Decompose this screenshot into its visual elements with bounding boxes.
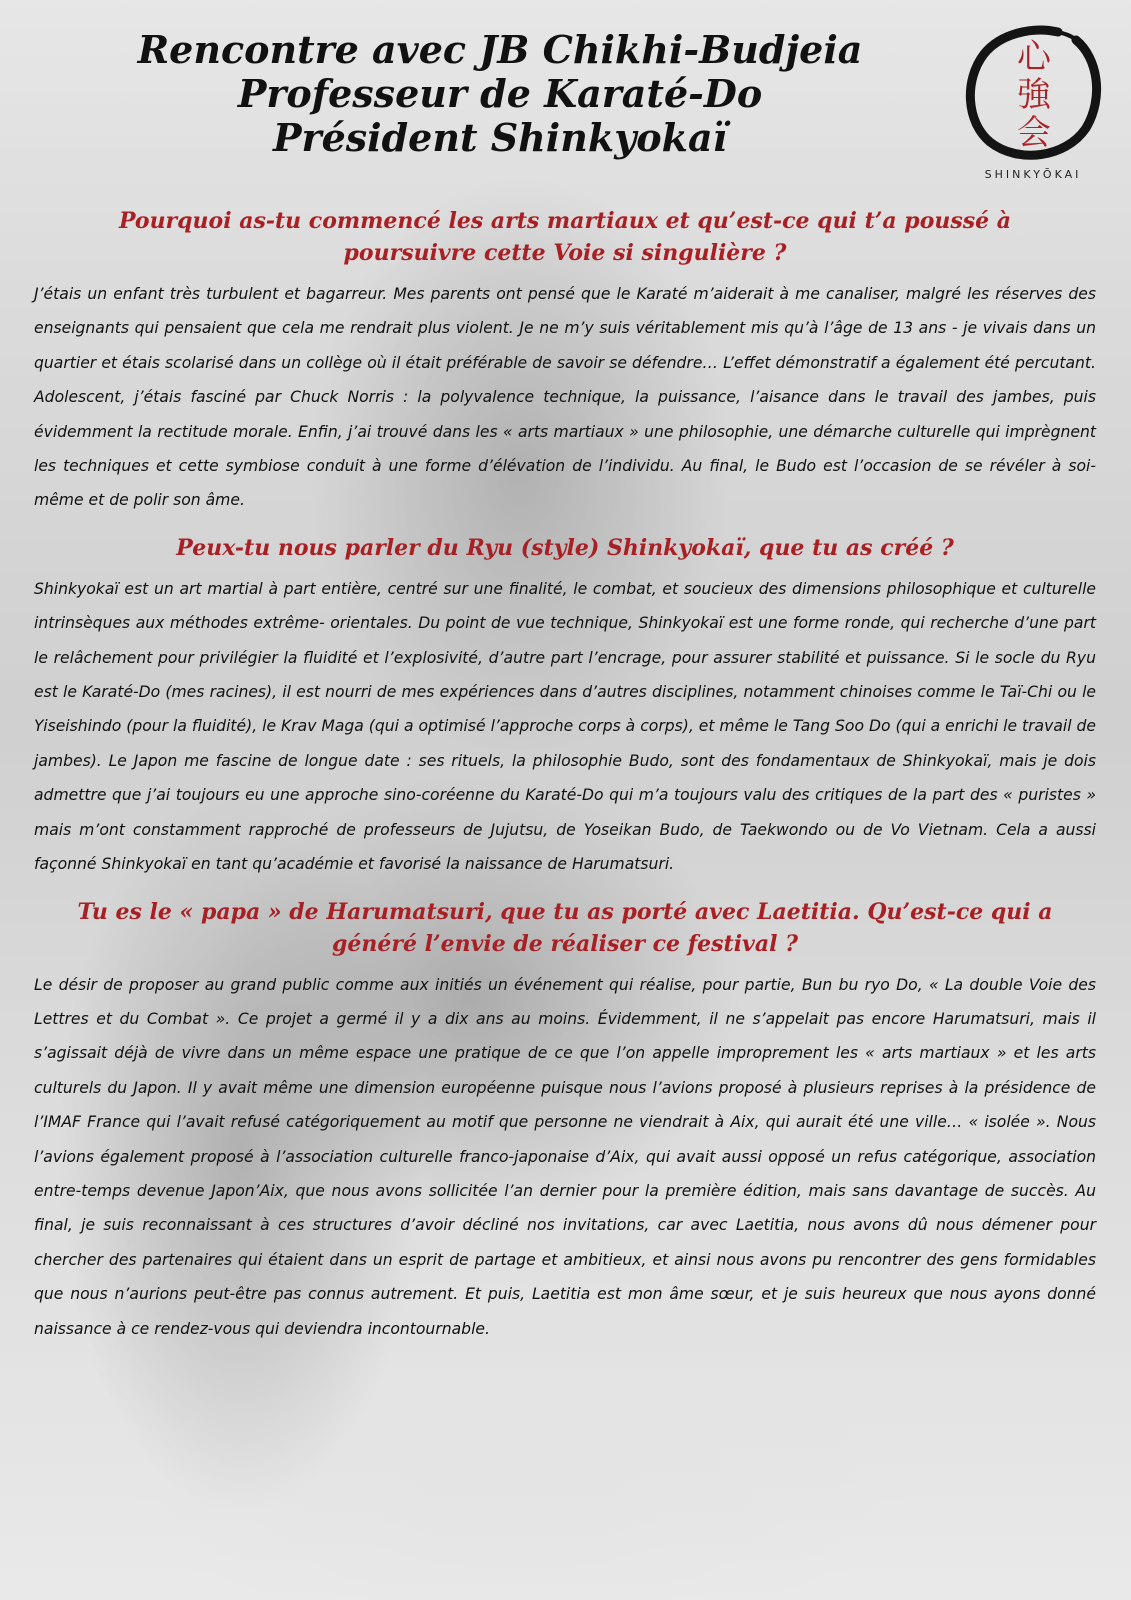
answer-2: Shinkyokaï est un art martial à part entière, centré sur une finalité, le combat, et soucieux des dimensions philosophique et culturelle intrinsèques aux méthodes extrême- orientales. Du point de vue technique, Shinkyokaï est une forme ronde, qui recherche d’une part le relâchement pour privilégier la fluidité et l’explosivité, d’autre part l’encrage, pour assurer stabilité et puissance. Si le socle du Ryu est le Karaté-Do (mes racines), il est nourri de mes expériences dans d’autres disciplines, notamment chinoises comme le Taï-Chi ou le Yiseishindo (pour la fluidité), le Krav Maga (qui a optimisé l’approche corps à corps), et même le Tang Soo Do (qui a enrichi le travail de jambes). Le Japon me fascine de longue date : ses rituels, la philosophie Budo, sont des fondamentaux de Shinkyokaï, mais je dois admettre que j’ai toujours eu une approche sino-coréenne du Karaté-Do qui m’a toujours valu des critiques de la part des « puristes » mais m’ont constamment rapproché de professeurs de Jujutsu, de Yoseikan Budo, de Taekwondo ou de Vo Vietnam. Cela a aussi façonné Shinkyokaï en tant qu’académie et favorisé la naissance de Harumatsuri. [34,579,1096,874]
kanji-kyo: 強 [1017,75,1051,115]
interview-content [34,205,1096,1360]
page-title [120,28,880,160]
kanji-shin: 心 [1017,37,1051,77]
logo-wordmark: SHINKYŌKAI [984,168,1082,181]
answer-1: J’étais un enfant très turbulent et bagarreur. Mes parents ont pensé que le Karaté m’aiderait à me canaliser, malgré les réserves des enseignants qui pensaient que cela me rendrait plus violent. Je ne m’y suis véritablement mis qu’à l’âge de 13 ans - je vivais dans un quartier et étais scolarisé dans un collège où il était préférable de savoir se défendre… L’effet démonstratif a également été percutant. Adolescent, j’étais fasciné par Chuck Norris : la polyvalence technique, la puissance, l’aisance dans le travail des jambes, puis évidemment la rectitude morale. Enfin, j’ai trouvé dans les « arts martiaux » une philosophie, une démarche culturelle qui imprègnent les techniques et cette symbiose conduit à une forme d’élévation de l’individu. Au final, le Budo est l’occasion de se révéler à soi-même et de polir son âme. [34,285,1096,510]
answer-3: Le désir de proposer au grand public comme aux initiés un événement qui réalise, pour partie, Bun bu ryo Do, « La double Voie des Lettres et du Combat ». Ce projet a germé il y a dix ans au moins. Évidemment, il ne s’appelait pas encore Harumatsuri, mais il s’agissait déjà de vivre dans un même espace une pratique de ce que l’on appelle improprement les « arts martiaux » et les arts culturels du Japon. Il y avait même une dimension européenne puisque nous l’avions proposé à plusieurs reprises à la présidence de l’IMAF France qui l’avait refusé catégoriquement au motif que personne ne viendrait à Aix, qui aurait été une ville… « isolée ». Nous l’avions également proposé à l’association culturelle franco-japonaise d’Aix, qui avait aussi opposé un refus catégorique, association entre-temps devenue Japon’Aix, que nous avons sollicitée l’an dernier pour la première édition, mais sans davantage de succès. Au final, je suis reconnaissant à ces structures d’avoir décliné nos invitations, car avec Laetitia, nous avons dû nous démener pour chercher des partenaires qui étaient dans un esprit de partage et ambitieux, et ainsi nous avons pu rencontrer des gens formidables que nous n’aurions peut-être pas connus autrement. Et puis, Laetitia est mon âme sœur, et je suis heureux que nous ayons donné naissance à ce rendez-vous qui deviendra incontournable. [34,975,1096,1338]
question-3: Tu es le « papa » de Harumatsuri, que tu as porté avec Laetitia. Qu’est-ce qui a généré l’envie de réaliser ce festival ? [77,898,1053,957]
title-line-2: Professeur de Karaté-Do [237,71,763,116]
title-line-3: Président Shinkyokaï [272,115,728,160]
question-1: Pourquoi as-tu commencé les arts martiaux et qu’est-ce qui t’a poussé à poursuivre cette Voie si singulière ? [118,208,1012,266]
logo-kanji [1004,38,1064,152]
kanji-kai: 会 [1017,113,1051,153]
title-line-1: Rencontre avec JB Chikhi-Budjeia [137,27,863,72]
shinkyokai-logo [958,18,1108,188]
question-2: Peux-tu nous parler du Ryu (style) Shinkyokaï, que tu as créé ? [176,534,954,561]
